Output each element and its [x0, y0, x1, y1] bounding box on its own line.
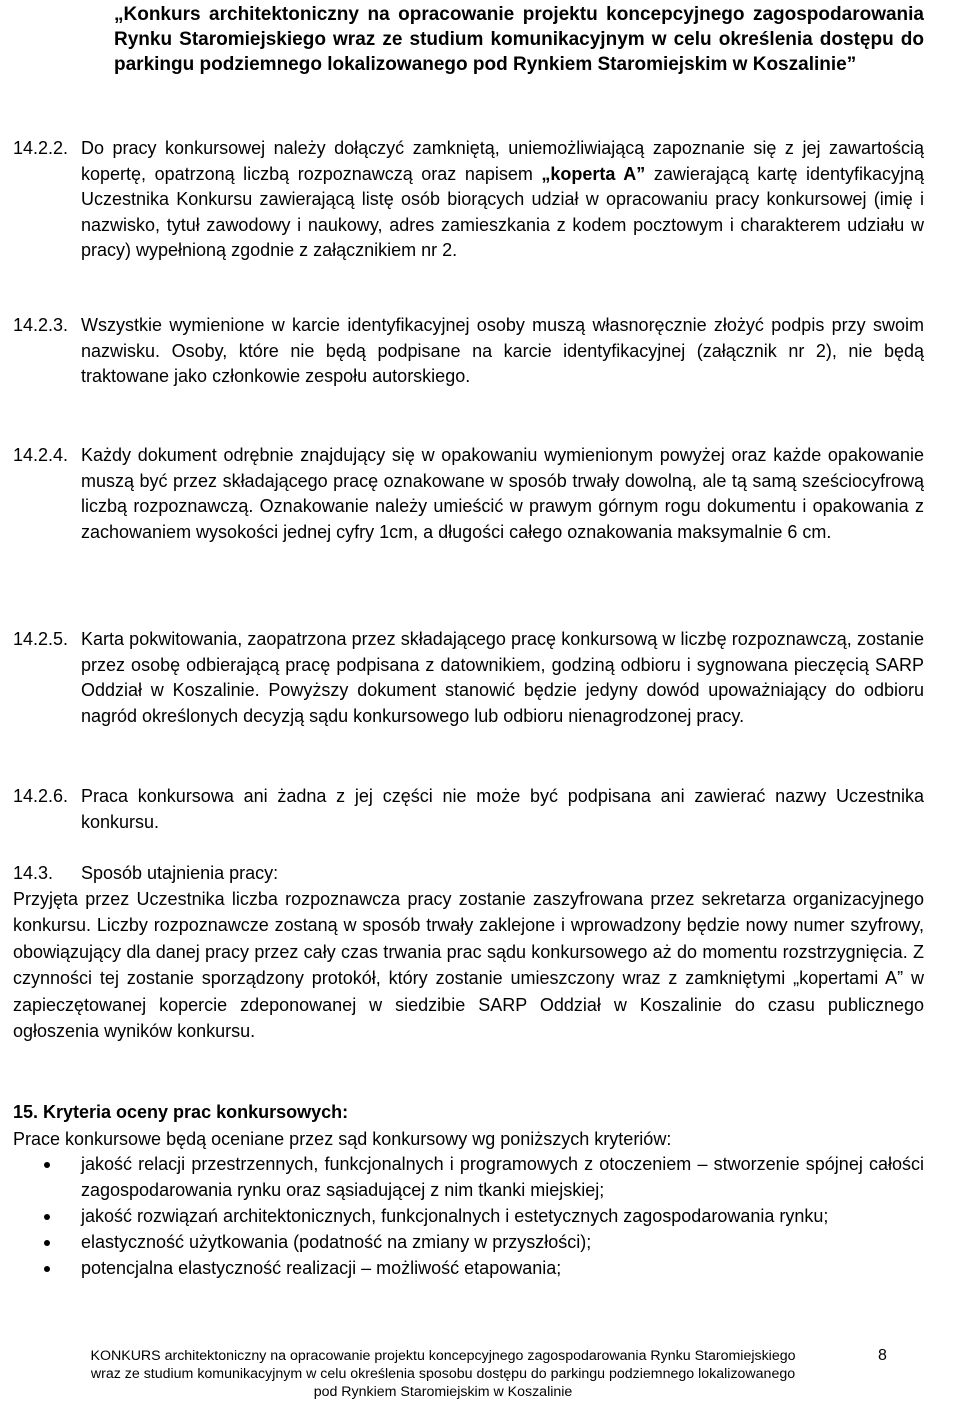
bullet-icon [44, 1240, 50, 1246]
clause-text-bold: „koperta A” [541, 163, 646, 184]
criteria-list [13, 1151, 924, 1281]
criteria-item-text: jakość rozwiązań architektonicznych, funkcjonalnych i estetycznych zagospodarowania rynku; [81, 1206, 829, 1226]
bullet-icon [44, 1214, 50, 1220]
footer-line: pod Rynkiem Staromiejskim w Koszalinie [313, 1384, 573, 1400]
criteria-item-text: elastyczność użytkowania (podatność na zmiany w przyszłości); [81, 1232, 592, 1252]
criteria-intro: Prace konkursowe będą oceniane przez sąd konkursowy wg poniższych kryteriów: [13, 1129, 672, 1149]
footer-line: wraz ze studium komunikacyjnym w celu określenia sposobu dostępu do parkingu podziemnego lokalizowanego [90, 1366, 796, 1382]
bullet-icon [44, 1266, 50, 1272]
clause-body: Każdy dokument odrębnie znajdujący się w opakowaniu wymienionym powyżej oraz każde opakowanie muszą być przez składającego pracę oznakowane w sposób trwały dowolną, ale tą samą sześciocyfrową liczbą rozpoznawczą. Oznakowanie należy umieścić w prawym górnym rogu dokumentu i opakowania z zachowaniem wysokości jednej cyfry 1cm, a długości całego oznakowania maksymalnie 6 cm. [81, 445, 924, 542]
section-title: Sposób utajnienia pracy: [81, 863, 279, 883]
criteria-item [13, 1151, 924, 1203]
criteria-item [13, 1255, 924, 1281]
section-15-heading [13, 1099, 348, 1125]
clause-14-2-3 [13, 313, 924, 390]
clause-14-2-5 [13, 627, 924, 729]
footer-line: KONKURS architektoniczny na opracowanie projektu koncepcyjnego zagospodarowania Rynku Staromiejskiego [90, 1348, 796, 1364]
footer-text [58, 1347, 828, 1401]
clause-number: 14.2.2. [13, 138, 69, 158]
clause-text-before: Do pracy konkursowej należy dołączyć zamkniętą, uniemożliwiającą zapoznanie się z jej zawartością kopertę, opatrzoną liczbą rozpoznawczą oraz napisem [81, 138, 924, 184]
page-footer [0, 1347, 960, 1407]
criteria-item [13, 1229, 924, 1255]
clause-body: Praca konkursowa ani żadna z jej części nie może być podpisana ani zawierać nazwy Uczestnika konkursu. [81, 786, 924, 832]
criteria-item-text: jakość relacji przestrzennych, funkcjonalnych i programowych z otoczeniem – stworzenie spójnej całości zagospodarowania rynku oraz sąsiadującej z nim tkanki miejskiej; [81, 1154, 924, 1200]
section-number: 14.3. [13, 863, 54, 883]
section-number: 15. [13, 1102, 39, 1122]
criteria-item-text: potencjalna elastyczność realizacji – możliwość etapowania; [81, 1258, 562, 1278]
clause-number: 14.2.3. [13, 315, 69, 335]
page-number: 8 [878, 1347, 887, 1364]
section-title: Kryteria oceny prac konkursowych: [43, 1102, 349, 1122]
clause-body: Karta pokwitowania, zaopatrzona przez składającego pracę konkursową w liczbę rozpoznawczą, zostanie przez osobę odbierającą pracę podpisana z datownikiem, godziną odbioru i sygnowana pieczęcią SARP Oddział w Koszalinie. Powyższy dokument stanowić będzie jedyny dowód upoważniający do odbioru nagród określonych decyzją sądu konkursowego lub odbioru nienagrodzonej pracy. [81, 629, 924, 726]
section-14-3-heading [13, 861, 278, 887]
clause-number: 14.2.6. [13, 786, 69, 806]
clause-14-2-6 [13, 784, 924, 835]
section-14-3-paragraph: Przyjęta przez Uczestnika liczba rozpoznawcza pracy zostanie zaszyfrowana przez sekretarza organizacyjnego konkursu. Liczby rozpoznawcze zostaną w sposób trwały zaklejone i wprowadzony będzie nowy numer szyfrowy, obowiązujący dla danej pracy przez cały czas trwania prac sądu konkursowego aż do momentu rozstrzygnięcia. Z czynności tej zostanie sporządzony protokół, który zostanie umieszczony wraz z zamkniętymi „kopertami A” w zapieczętowanej kopercie zdeponowanej w siedzibie SARP Oddział w Koszalinie do czasu publicznego ogłoszenia wyników konkursu. [13, 889, 924, 1042]
clause-body [81, 136, 924, 264]
criteria-item [13, 1203, 924, 1229]
clause-number: 14.2.5. [13, 629, 69, 649]
document-title: „Konkurs architektoniczny na opracowanie projektu koncepcyjnego zagospodarowania Rynku Staromiejskiego wraz ze studium komunikacyjnym w celu określenia dostępu do parkingu podziemnego lokalizowanego pod Rynkiem Staromiejskim w Koszalinie” [114, 4, 924, 75]
bullet-icon [44, 1162, 50, 1168]
clause-14-2-4 [13, 443, 924, 545]
clause-number: 14.2.4. [13, 445, 69, 465]
clause-text-after: zawierającą kartę identyfikacyjną Uczestnika Konkursu zawierającą listę osób biorących udział w opracowaniu pracy konkursowej (imię i nazwisko, tytuł zawodowy i naukowy, adres zamieszkania z kodem pocztowym i charakterem udziału w pracy) wypełnioną zgodnie z załącznikiem nr 2. [81, 163, 925, 261]
clause-body: Wszystkie wymienione w karcie identyfikacyjnej osoby muszą własnoręcznie złożyć podpis przy swoim nazwisku. Osoby, które nie będą podpisane na karcie identyfikacyjnej (załącznik nr 2), nie będą traktowane jako członkowie zespołu autorskiego. [81, 315, 924, 387]
clause-14-2-2 [13, 136, 924, 264]
